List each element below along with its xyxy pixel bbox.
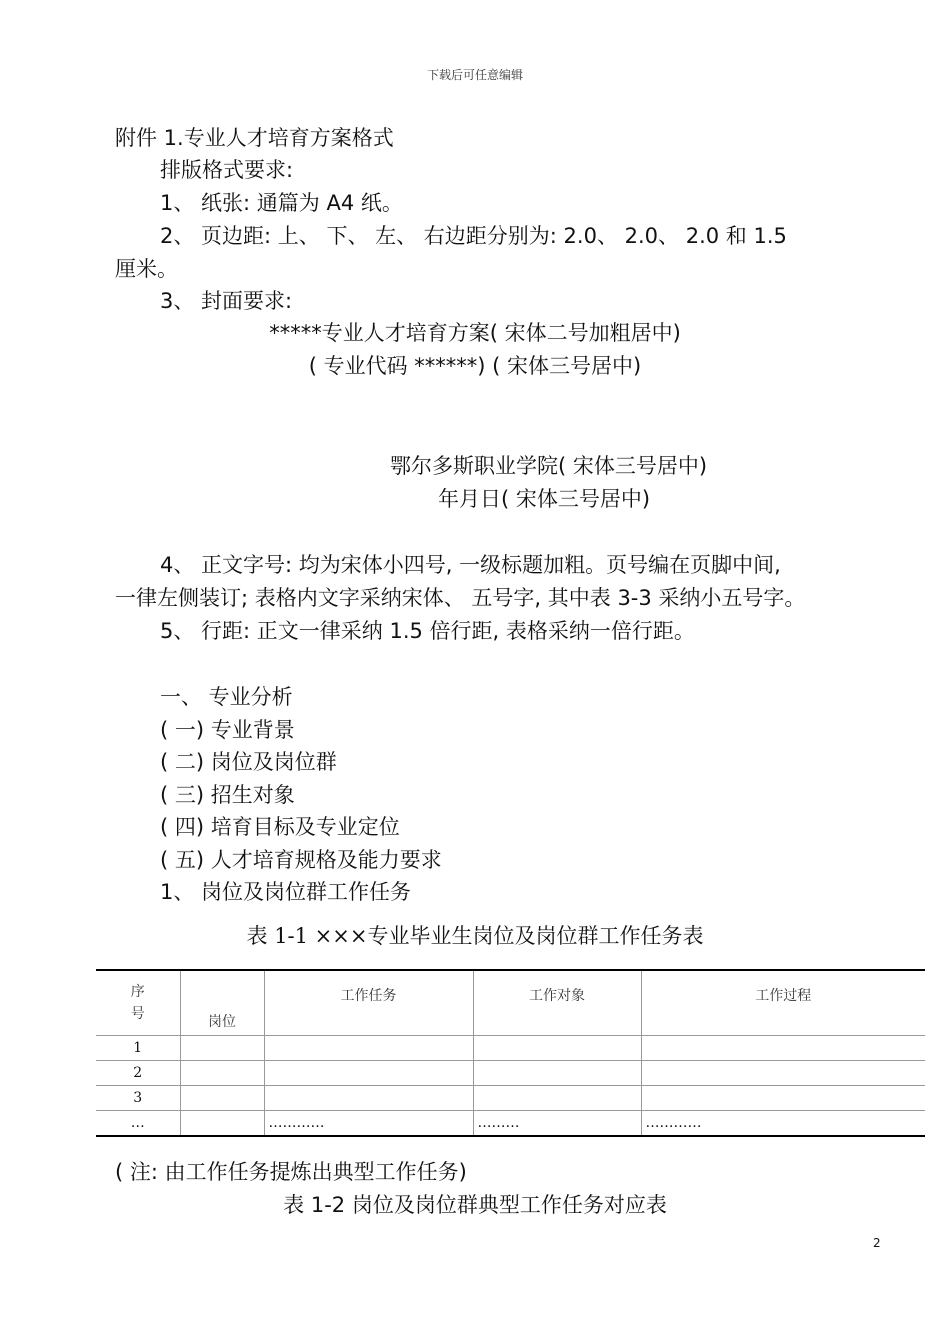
header-seq-bottom: 号 <box>130 1006 145 1022</box>
row-object <box>473 1036 641 1061</box>
format-heading: 排版格式要求: <box>160 158 294 182</box>
table-row <box>96 1061 925 1086</box>
row-object <box>473 1086 641 1111</box>
row-task: ………… <box>264 1111 473 1137</box>
row-seq: 1 <box>96 1036 180 1061</box>
row-process <box>641 1061 925 1086</box>
row-seq: 3 <box>96 1086 180 1111</box>
page-header: 下载后可任意编辑 <box>426 68 523 82</box>
item-cover: 3、 封面要求: <box>160 289 293 313</box>
outline-section-1: 一、 专业分析 <box>160 685 293 709</box>
outline-sub-5: ( 五) 人才培育规格及能力要求 <box>160 848 442 872</box>
outline-sub-3: ( 三) 招生对象 <box>160 783 295 807</box>
row-post <box>180 1111 264 1137</box>
row-object: ……… <box>473 1111 641 1137</box>
outline-sub-4: ( 四) 培育目标及专业定位 <box>160 815 400 839</box>
row-seq: … <box>96 1111 180 1137</box>
attachment-title: 附件 1.专业人才培育方案格式 <box>115 126 394 150</box>
row-process <box>641 1036 925 1061</box>
row-process <box>641 1086 925 1111</box>
outline-sub-1: ( 一) 专业背景 <box>160 718 295 742</box>
header-seq <box>96 970 180 1036</box>
table1-caption: 表 1-1 ×××专业毕业生岗位及岗位群工作任务表 <box>246 924 704 948</box>
header-seq-top: 序 <box>130 984 145 1000</box>
header-object: 工作对象 <box>473 970 641 1036</box>
item-font-line1: 4、 正文字号: 均为宋体小四号, 一级标题加粗。页号编在页脚中间, <box>160 553 781 577</box>
row-task <box>264 1061 473 1086</box>
row-post <box>180 1086 264 1111</box>
table-note: ( 注: 由工作任务提炼出典型工作任务) <box>115 1160 467 1184</box>
header-post: 岗位 <box>180 970 264 1036</box>
page-number: 2 <box>873 1236 881 1250</box>
row-task <box>264 1036 473 1061</box>
row-object <box>473 1061 641 1086</box>
outline-sub-2: ( 二) 岗位及岗位群 <box>160 750 337 774</box>
item-paper: 1、 纸张: 通篇为 A4 纸。 <box>160 191 403 215</box>
job-task-table <box>96 969 925 1137</box>
table-header-row <box>96 970 925 1036</box>
outline-point-1: 1、 岗位及岗位群工作任务 <box>160 880 412 904</box>
row-seq: 2 <box>96 1061 180 1086</box>
header-process: 工作过程 <box>641 970 925 1036</box>
row-post <box>180 1061 264 1086</box>
table2-caption: 表 1-2 岗位及岗位群典型工作任务对应表 <box>283 1193 667 1217</box>
table-row <box>96 1086 925 1111</box>
row-process: ………… <box>641 1111 925 1137</box>
table-row <box>96 1036 925 1061</box>
row-post <box>180 1036 264 1061</box>
item-margin-line2: 厘米。 <box>115 257 178 281</box>
cover-code-line: ( 专业代码 ******) ( 宋体三号居中) <box>308 354 642 378</box>
item-spacing: 5、 行距: 正文一律采纳 1.5 倍行距, 表格采纳一倍行距。 <box>160 619 695 643</box>
cover-title-line: *****专业人才培育方案( 宋体二号加粗居中) <box>269 321 681 345</box>
table-row <box>96 1111 925 1137</box>
item-margin-line1: 2、 页边距: 上、 下、 左、 右边距分别为: 2.0、 2.0、 2.0 和 1.5 <box>160 224 787 248</box>
cover-school-line: 鄂尔多斯职业学院( 宋体三号居中) <box>390 454 708 478</box>
item-font-line2: 一律左侧装订; 表格内文字采纳宋体、 五号字, 其中表 3-3 采纳小五号字。 <box>115 586 806 610</box>
header-task: 工作任务 <box>264 970 473 1036</box>
cover-date-line: 年月日( 宋体三号居中) <box>438 487 651 511</box>
row-task <box>264 1086 473 1111</box>
